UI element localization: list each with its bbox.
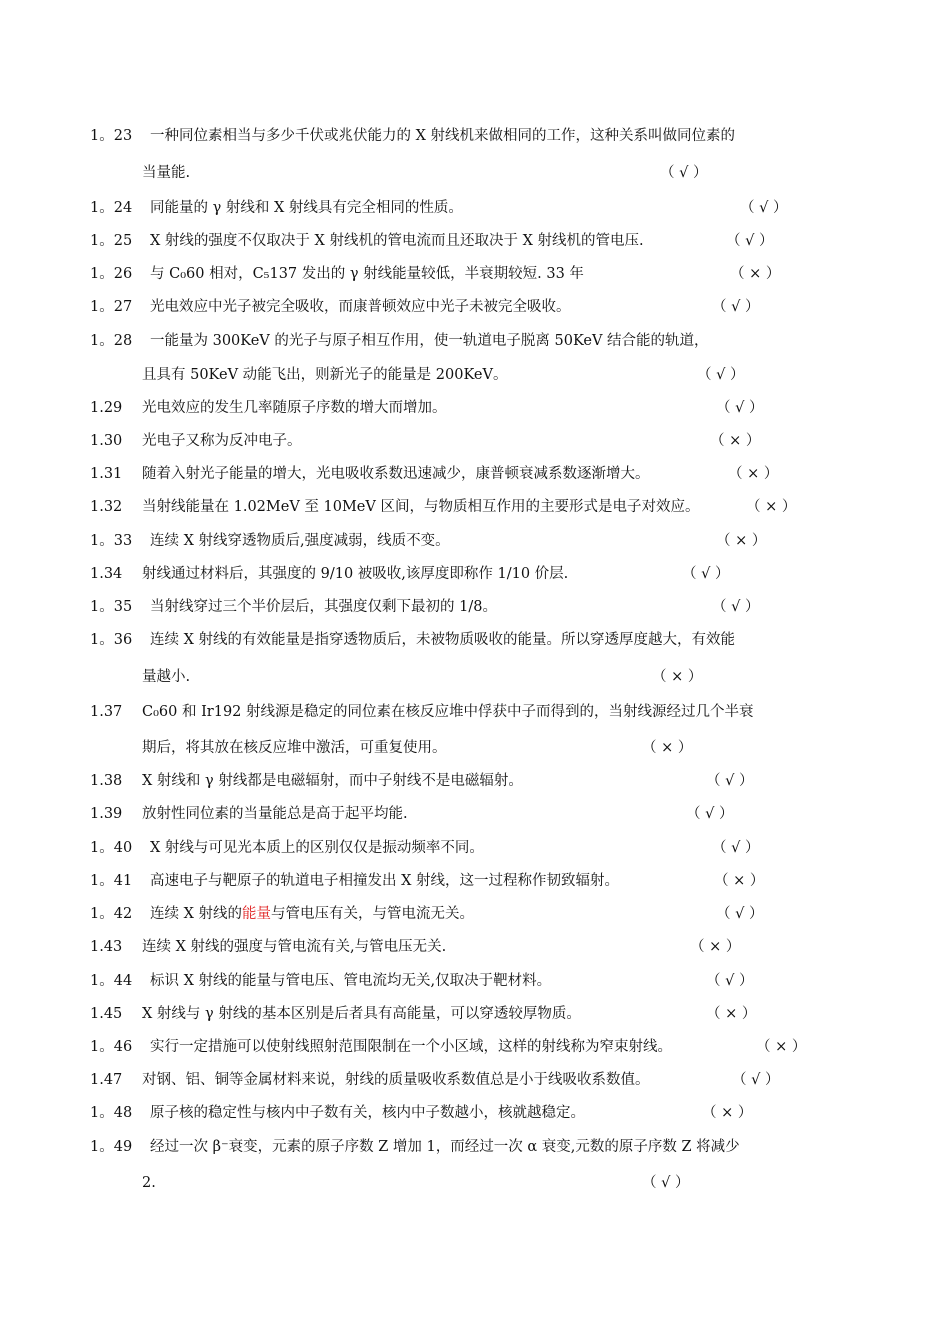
answer-mark: （ √ ） [740,200,788,216]
question-1-23-cont [0,161,950,185]
question-text: X 射线与 γ 射线的基本区别是后者具有高能量，可以穿透较厚物质。 [142,1006,581,1022]
question-1-35 [0,595,950,619]
question-number: 1.38 [90,773,123,789]
question-text: 连续 X 射线的强度与管电流有关,与管电压无关. [142,939,447,955]
question-number: 1。26 [90,266,133,282]
question-1-49 [0,1135,950,1159]
question-text: 射线通过材料后，其强度的 9/10 被吸收,该厚度即称作 1/10 价层. [142,566,569,582]
question-text: 当射线穿过三个半价层后，其强度仅剩下最初的 1/8。 [150,599,497,615]
answer-mark: （ × ） [652,669,703,685]
question-1-46 [0,1035,950,1059]
answer-mark: （ √ ） [686,806,734,822]
question-text: 光电效应的发生几率随原子序数的增大而增加。 [142,400,447,416]
question-number: 1。33 [90,533,133,549]
question-text: X 射线和 γ 射线都是电磁辐射，而中子射线不是电磁辐射。 [142,773,523,789]
question-text: 连续 X 射线穿透物质后,强度减弱，线质不变。 [150,533,450,549]
question-1-27 [0,295,950,319]
question-1-43 [0,935,950,959]
question-text: 一能量为 300KeV 的光子与原子相互作用，使一轨道电子脱离 50KeV 结合能的轨道， [150,333,709,349]
answer-mark: （ × ） [730,266,781,282]
question-text-part: 与管电压有关，与管电流无关。 [271,906,475,922]
question-1-30 [0,429,950,453]
question-1-40 [0,836,950,860]
answer-mark: （ √ ） [726,233,774,249]
question-text: 对钢、铝、铜等金属材料来说，射线的质量吸收系数值总是小于线吸收系数值。 [142,1072,650,1088]
answer-mark: （ × ） [728,466,779,482]
question-1-49-cont [0,1171,950,1195]
answer-mark: （ √ ） [697,367,745,383]
answer-mark: （ √ ） [706,773,754,789]
question-number: 1。41 [90,873,133,889]
answer-mark: （ × ） [714,873,765,889]
question-text: 连续 X 射线的有效能量是指穿透物质后，未被物质吸收的能量。所以穿透厚度越大，有效能 [150,632,736,648]
question-number: 1。36 [90,632,133,648]
question-1-31 [0,462,950,486]
answer-mark: （ × ） [756,1039,807,1055]
question-text-part: 连续 X 射线的 [150,906,243,922]
answer-mark: （ √ ） [716,906,764,922]
answer-mark: （ × ） [706,1006,757,1022]
answer-mark: （ × ） [710,433,761,449]
question-number: 1。27 [90,299,133,315]
answer-mark: （ √ ） [712,299,760,315]
question-number: 1.37 [90,704,123,720]
question-number: 1.45 [90,1006,123,1022]
question-number: 1.39 [90,806,123,822]
question-text: 实行一定措施可以使射线照射范围限制在一个小区域，这样的射线称为窄束射线。 [150,1039,672,1055]
question-text-continued: 且具有 50KeV 动能飞出，则新光子的能量是 200KeV。 [142,367,508,383]
question-number: 1。40 [90,840,133,856]
question-text-continued: 量越小. [142,669,191,685]
answer-mark: （ √ ） [660,165,708,181]
answer-mark: （ √ ） [712,840,760,856]
question-number: 1.31 [90,466,123,482]
question-number: 1。28 [90,333,133,349]
question-1-34 [0,562,950,586]
question-number: 1。25 [90,233,133,249]
question-text-continued: 期后，将其放在核反应堆中激活，可重复使用。 [142,740,447,756]
question-text: 当射线能量在 1.02MeV 至 10MeV 区间，与物质相互作用的主要形式是电子对效应。 [142,499,700,515]
question-text: 光电效应中光子被完全吸收，而康普顿效应中光子未被完全吸收。 [150,299,571,315]
question-1-45 [0,1002,950,1026]
answer-mark: （ × ） [746,499,797,515]
question-number: 1.34 [90,566,123,582]
question-1-47 [0,1068,950,1092]
question-1-25 [0,229,950,253]
question-number: 1。24 [90,200,133,216]
answer-mark: （ √ ） [682,566,730,582]
question-text: 与 C₀60 相对，C₅137 发出的 γ 射线能量较低，半衰期较短. 33 年 [150,266,584,282]
question-text: 原子核的稳定性与核内中子数有关，核内中子数越小，核就越稳定。 [150,1105,585,1121]
question-text: 高速电子与靶原子的轨道电子相撞发出 X 射线，这一过程称作韧致辐射。 [150,873,620,889]
answer-mark: （ √ ） [732,1072,780,1088]
question-1-28-cont [0,363,950,387]
question-number: 1。44 [90,973,133,989]
question-1-37-cont [0,736,950,760]
question-text: 放射性同位素的当量能总是高于起平均能. [142,806,408,822]
question-1-26 [0,262,950,286]
question-1-36-cont [0,665,950,689]
question-1-33 [0,529,950,553]
question-text: X 射线的强度不仅取决于 X 射线机的管电流而且还取决于 X 射线机的管电压. [150,233,644,249]
question-text: X 射线与可见光本质上的区别仅仅是振动频率不同。 [150,840,484,856]
question-number: 1。42 [90,906,133,922]
answer-mark: （ √ ） [706,973,754,989]
question-number: 1.32 [90,499,123,515]
question-number: 1.43 [90,939,123,955]
answer-mark: （ × ） [702,1105,753,1121]
question-text-continued: 2. [142,1175,156,1191]
question-1-28 [0,329,950,353]
question-number: 1。49 [90,1139,133,1155]
question-1-38 [0,769,950,793]
question-number: 1。23 [90,128,133,144]
question-1-41 [0,869,950,893]
question-text: 随着入射光子能量的增大，光电吸收系数迅速减少，康普顿衰减系数逐渐增大。 [142,466,650,482]
highlighted-word: 能量 [242,906,272,922]
question-1-23 [0,124,950,148]
answer-mark: （ √ ） [642,1175,690,1191]
question-number: 1.30 [90,433,123,449]
question-text-continued: 当量能. [142,165,191,181]
answer-mark: （ × ） [642,740,693,756]
question-number: 1。48 [90,1105,133,1121]
question-1-48 [0,1101,950,1125]
question-1-44 [0,969,950,993]
question-1-36 [0,628,950,652]
question-text: C₀60 和 Ir192 射线源是稳定的同位素在核反应堆中俘获中子而得到的，当射线源经过几个半衰 [142,704,754,720]
question-text: 一种同位素相当与多少千伏或兆伏能力的 X 射线机来做相同的工作，这种关系叫做同位素的 [150,128,736,144]
question-number: 1。46 [90,1039,133,1055]
question-number: 1.47 [90,1072,123,1088]
answer-mark: （ √ ） [712,599,760,615]
answer-mark: （ × ） [716,533,767,549]
question-1-37 [0,700,950,724]
question-1-42 [0,902,950,926]
question-number: 1.29 [90,400,123,416]
answer-mark: （ × ） [690,939,741,955]
question-1-24 [0,196,950,220]
answer-mark: （ √ ） [716,400,764,416]
question-number: 1。35 [90,599,133,615]
question-1-29 [0,396,950,420]
question-text: 光电子又称为反冲电子。 [142,433,302,449]
question-text: 标识 X 射线的能量与管电压、管电流均无关,仅取决于靶材料。 [150,973,552,989]
question-1-32 [0,495,950,519]
question-1-39 [0,802,950,826]
question-text: 同能量的 γ 射线和 X 射线具有完全相同的性质。 [150,200,463,216]
question-text [150,902,474,926]
question-text: 经过一次 β⁻衰变，元素的原子序数 Z 增加 1，而经过一次 α 衰变,元数的原子序数 Z 将减少 [150,1139,740,1155]
